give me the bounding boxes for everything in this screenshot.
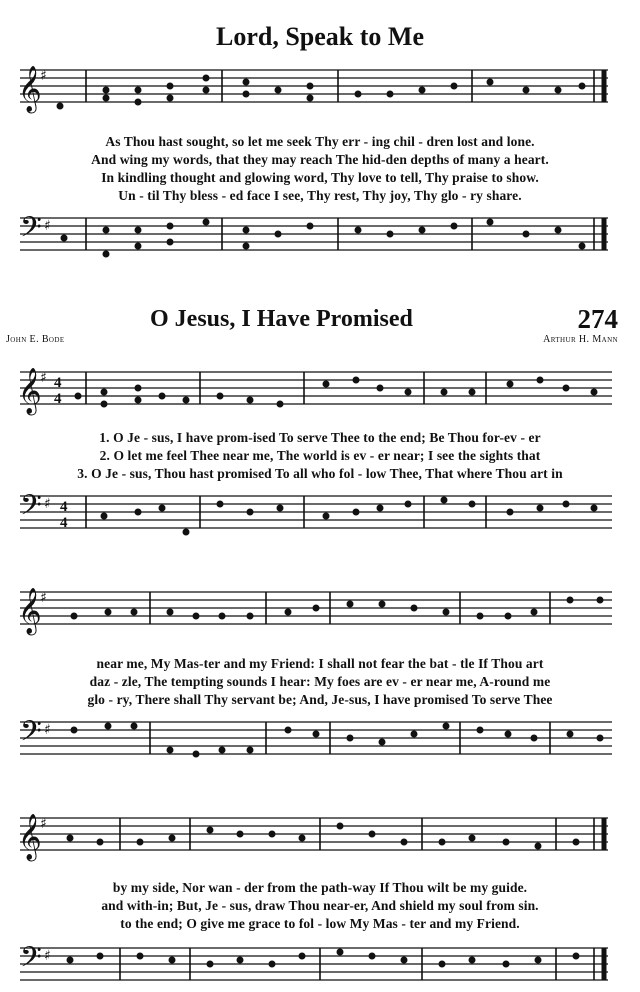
author-credit: John E. Bode [6,334,65,345]
staff-hymn1-bass [10,211,630,278]
staff-hymn2-system1-bass [10,489,630,556]
staff-hymn2-system3-bass [10,941,630,992]
lyric-line-hymn2-verse3-part1: 3. O Je - sus, Thou hast promised To all who fol - low Thee, That where Thou art in [77,466,563,481]
lyric-line-hymn2-verse2-part2: daz - zle, The tempting sounds I hear: My foes are ev - er near me, A-round me [89,674,551,689]
lyric-line-hymn1-2: And wing my words, that they may reach The hid-den depths of many a heart. [91,152,549,167]
svg-text:𝄢: 𝄢 [20,715,42,755]
lyric-line-hymn1-4: Un - til Thy bless - ed face I see, Thy rest, Thy joy, Thy glo - ry share. [118,188,522,203]
lyric-line-hymn1-3: In kindling thought and glowing word, Thy love to tell, Thy praise to show. [101,170,539,185]
time-signature-bottom-bass: 4 [60,515,68,531]
svg-text:𝄞: 𝄞 [18,814,42,860]
svg-text:♯: ♯ [44,948,51,964]
staff-hymn2-system3-treble [10,814,630,878]
time-signature-top: 4 [54,375,62,391]
lyric-line-hymn2-verse1-part3: by my side, Nor wan - der from the path-way If Thou wilt be my guide. [112,880,528,895]
svg-text:♯: ♯ [40,590,47,606]
svg-text:♯: ♯ [44,722,51,738]
hymn-number: 274 [577,304,618,334]
svg-text:♯: ♯ [44,496,51,512]
svg-text:𝄞: 𝄞 [18,368,42,414]
time-signature-top-bass: 4 [60,499,68,515]
svg-text:♯: ♯ [40,370,47,386]
lyric-line-hymn2-verse1-part2: near me, My Mas-ter and my Friend: I shall not fear the bat - tle If Thou art [96,656,544,671]
lyric-line-hymn2-verse2-part3: and with-in; But, Je - sus, draw Thou near-er, And shield my soul from sin. [101,898,539,913]
lyric-line-hymn2-verse3-part3: to the end; O give me grace to fol - low My Mas - ter and my Friend. [120,916,520,931]
time-signature-bottom: 4 [54,391,62,407]
hymn-title-o-jesus-i-have-promised: O Jesus, I Have Promised [150,306,413,332]
svg-text:𝄢: 𝄢 [20,941,42,981]
lyric-line-hymn1-1: As Thou hast sought, so let me seek Thy err - ing chil - dren lost and lone. [105,134,535,149]
lyric-line-hymn2-verse2-part1: 2. O let me feel Thee near me, The world is ev - er near; I see the sights that [99,448,541,463]
svg-text:𝄢: 𝄢 [20,489,42,529]
svg-text:♯: ♯ [40,816,47,832]
staff-hymn2-system2-treble [10,588,630,652]
svg-text:𝄞: 𝄞 [18,588,42,634]
staff-hymn2-system2-bass [10,715,630,782]
lyric-line-hymn2-verse3-part2: glo - ry, There shall Thy servant be; And, Je-sus, I have promised To serve Thee [87,692,553,707]
svg-text:𝄢: 𝄢 [20,211,42,251]
svg-text:♯: ♯ [44,218,51,234]
hymn-title-lord-speak-to-me: Lord, Speak to Me [216,22,424,51]
composer-credit: Arthur H. Mann [543,334,618,345]
staff-hymn2-system1-treble [10,368,630,432]
svg-text:𝄞: 𝄞 [18,66,42,112]
staff-hymn1-treble [10,66,630,130]
svg-text:♯: ♯ [40,68,47,84]
lyric-line-hymn2-verse1-part1: 1. O Je - sus, I have prom-ised To serve Thee to the end; Be Thou for-ev - er [99,430,541,445]
